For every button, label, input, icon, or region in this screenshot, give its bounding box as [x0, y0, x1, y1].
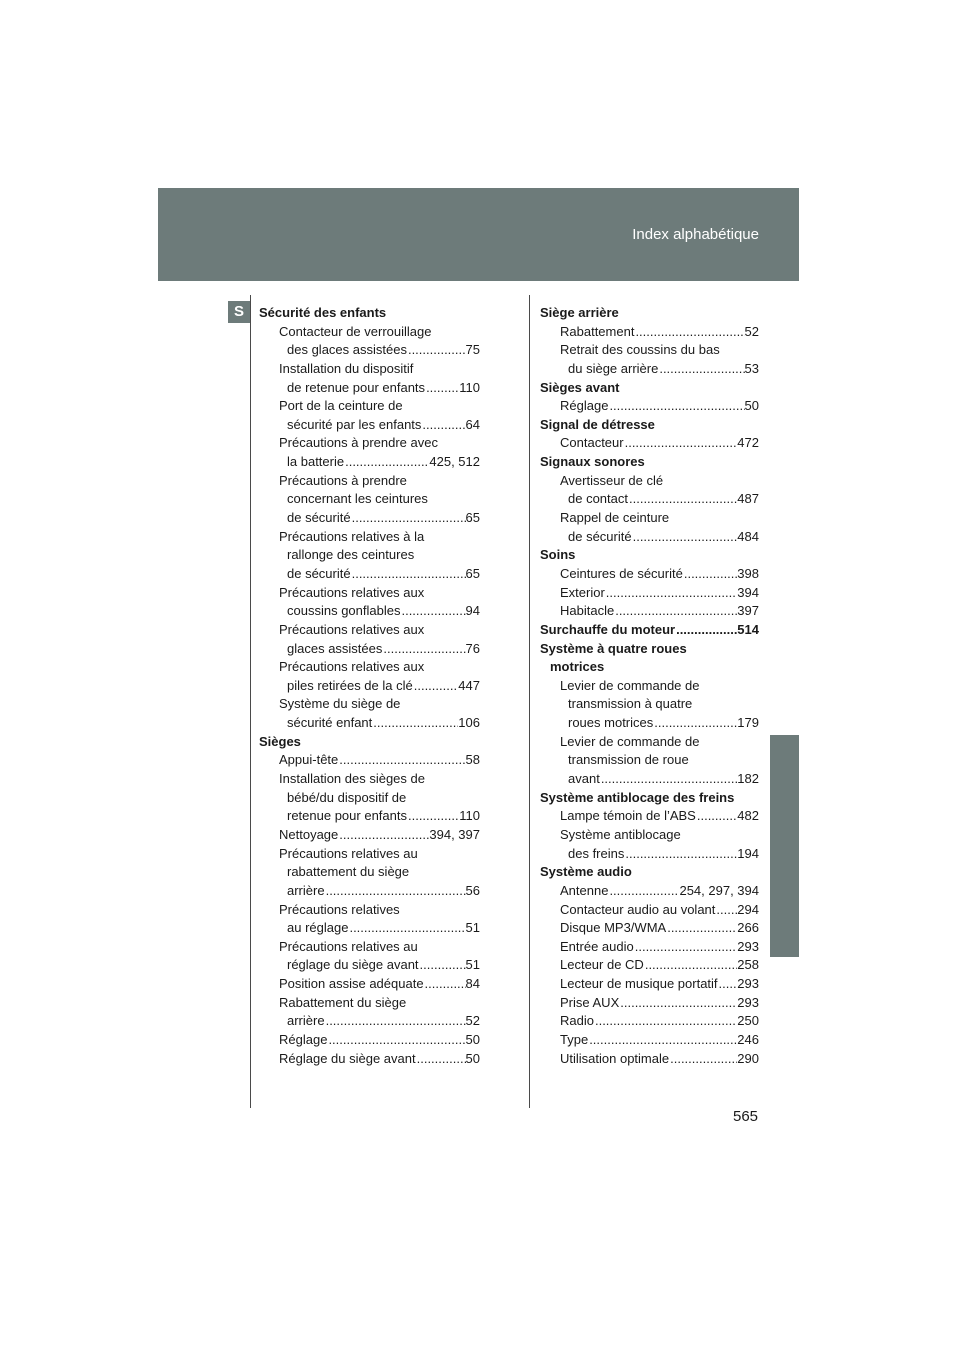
page-reference: 425, 512: [429, 454, 480, 470]
page-reference: 65: [465, 510, 480, 526]
entry-text: de sécurité: [568, 528, 632, 544]
index-entry: [259, 714, 480, 733]
index-entry: [540, 397, 759, 416]
index-entry: [540, 938, 759, 957]
page-reference: 246: [737, 1031, 759, 1047]
page-reference: 250: [737, 1013, 759, 1029]
page-reference: 182: [737, 771, 759, 787]
dot-leader: [605, 584, 738, 603]
page-reference: 290: [737, 1050, 759, 1066]
index-entry: [259, 975, 480, 994]
dot-leader: [634, 938, 738, 957]
index-column-1: [259, 304, 480, 1068]
page-reference: 51: [465, 957, 480, 973]
index-entry: [259, 640, 480, 659]
dot-leader: [608, 397, 744, 416]
page-reference: 76: [465, 640, 480, 656]
index-column-2: [540, 304, 759, 1068]
entry-text: Disque MP3/WMA: [560, 920, 667, 936]
entry-text: avant: [568, 771, 600, 787]
dot-leader: [594, 1012, 737, 1031]
index-entry: [540, 770, 759, 789]
page-reference: 52: [744, 323, 759, 339]
entry-text: la batterie: [287, 454, 345, 470]
index-entry: [259, 807, 480, 826]
entry-text: Habitacle: [560, 603, 615, 619]
index-subentry: Précautions relatives aux: [279, 584, 425, 600]
dot-leader: [419, 956, 466, 975]
entry-text: Ceintures de sécurité: [560, 565, 683, 581]
dot-leader: [413, 677, 459, 696]
index-heading: Soins: [540, 547, 576, 563]
page-reference: 106: [458, 715, 480, 731]
dot-leader: [588, 1031, 737, 1050]
page-reference: 487: [737, 491, 759, 507]
dot-leader: [424, 975, 466, 994]
dot-leader: [325, 882, 466, 901]
index-subentry: bébé/du dispositif de: [287, 789, 407, 805]
dot-leader: [619, 994, 737, 1013]
index-heading: Signal de détresse: [540, 416, 655, 432]
index-subentry: Précautions relatives: [279, 901, 400, 917]
dot-leader: [608, 882, 679, 901]
page-reference: 394: [737, 584, 759, 600]
entry-text: Antenne: [560, 882, 609, 898]
index-heading: Système à quatre roues: [540, 640, 687, 656]
page-reference: 52: [465, 1013, 480, 1029]
entry-text: de contact: [568, 491, 628, 507]
index-entry: [259, 416, 480, 435]
dot-leader: [669, 1050, 737, 1069]
dot-leader: [634, 323, 744, 342]
page-reference: 179: [737, 715, 759, 731]
entry-text: des freins: [568, 845, 625, 861]
index-entry: [259, 509, 480, 528]
index-entry: [540, 621, 759, 640]
index-subentry: Rappel de ceinture: [560, 510, 670, 526]
index-subentry: Précautions à prendre: [279, 472, 407, 488]
entry-text: réglage du siège avant: [287, 957, 419, 973]
entry-text: glaces assistées: [287, 640, 383, 656]
index-entry: [540, 901, 759, 920]
entry-text: arrière: [287, 882, 325, 898]
page-reference: 447: [458, 677, 480, 693]
entry-text: Appui-tête: [279, 752, 339, 768]
entry-text: Radio: [560, 1013, 594, 1029]
index-heading: motrices: [550, 659, 605, 675]
entry-text: Lampe témoin de l’ABS: [560, 808, 696, 824]
dot-leader: [407, 807, 459, 826]
page-reference: 258: [737, 957, 759, 973]
index-entry: [540, 602, 759, 621]
header-title: Index alphabétique: [632, 226, 759, 243]
entry-text: coussins gonflables: [287, 603, 401, 619]
page-reference: 50: [744, 398, 759, 414]
dot-leader: [351, 565, 466, 584]
dot-leader: [653, 714, 737, 733]
dot-leader: [338, 826, 429, 845]
entry-text: de retenue pour enfants: [287, 379, 426, 395]
index-entry: [259, 1050, 480, 1069]
index-entry: [540, 807, 759, 826]
index-entry: [540, 360, 759, 379]
index-entry: [540, 714, 759, 733]
entry-text: de sécurité: [287, 510, 351, 526]
index-entry: [540, 323, 759, 342]
dot-leader: [348, 919, 465, 938]
page-reference: 51: [465, 920, 480, 936]
index-heading: Sécurité des enfants: [259, 305, 387, 320]
index-entry: [259, 1031, 480, 1050]
index-subentry: Port de la ceinture de: [279, 398, 403, 414]
index-subentry: rallonge des ceintures: [287, 547, 415, 563]
dot-leader: [644, 956, 737, 975]
dot-leader: [338, 751, 465, 770]
dot-leader: [421, 416, 465, 435]
section-header: [158, 188, 799, 281]
entry-text: Lecteur de CD: [560, 957, 644, 973]
index-subentry: Précautions relatives au: [279, 938, 418, 954]
entry-text: Lecteur de musique portatif: [560, 976, 718, 992]
index-subentry: Installation des sièges de: [279, 771, 425, 787]
dot-leader: [632, 528, 738, 547]
dot-leader: [696, 807, 737, 826]
entry-text: Réglage: [560, 398, 609, 414]
page-reference: 110: [459, 808, 480, 824]
index-subentry: Précautions relatives au: [279, 845, 418, 861]
entry-text: de sécurité: [287, 565, 351, 581]
dot-leader: [400, 602, 465, 621]
index-entry: [540, 919, 759, 938]
page-reference: 394, 397: [429, 826, 480, 842]
index-entry: [259, 677, 480, 696]
entry-text: au réglage: [287, 920, 349, 936]
page-reference: 53: [744, 360, 759, 376]
entry-text: Prise AUX: [560, 994, 620, 1010]
dot-leader: [600, 770, 737, 789]
index-subentry: Précautions relatives aux: [279, 659, 425, 675]
page-reference: 56: [465, 882, 480, 898]
index-subentry: Levier de commande de: [560, 677, 700, 693]
index-entry: [540, 994, 759, 1013]
page-reference: 50: [465, 1050, 480, 1066]
entry-text: sécurité enfant: [287, 715, 373, 731]
page-reference: 293: [737, 938, 759, 954]
dot-leader: [628, 490, 737, 509]
page-reference: 50: [465, 1031, 480, 1047]
index-entry: [259, 751, 480, 770]
index-entry: [259, 956, 480, 975]
entry-text: retenue pour enfants: [287, 808, 407, 824]
page-reference: 482: [737, 808, 759, 824]
dot-leader: [624, 434, 738, 453]
entry-text: Utilisation optimale: [560, 1050, 670, 1066]
page-reference: 94: [465, 603, 480, 619]
dot-leader: [407, 341, 466, 360]
dot-leader: [325, 1012, 466, 1031]
index-subentry: Contacteur de verrouillage: [279, 323, 432, 339]
entry-text: Contacteur audio au volant: [560, 901, 716, 917]
page-reference: 64: [465, 416, 480, 432]
index-heading: Signaux sonores: [540, 454, 645, 470]
index-subentry: concernant les ceintures: [287, 491, 428, 507]
index-heading: Sièges avant: [540, 379, 620, 395]
index-entry: [259, 453, 480, 472]
index-entry: [540, 882, 759, 901]
index-subentry: Précautions relatives à la: [279, 528, 425, 544]
page-reference: 294: [737, 901, 759, 917]
dot-leader: [675, 621, 737, 640]
index-entry: [540, 565, 759, 584]
dot-leader: [715, 901, 737, 920]
index-subentry: Levier de commande de: [560, 733, 700, 749]
page-reference: 84: [465, 976, 480, 992]
page-reference: 110: [459, 379, 480, 395]
page-reference: 472: [737, 435, 759, 451]
index-entry: [540, 1031, 759, 1050]
index-subentry: Retrait des coussins du bas: [560, 342, 720, 358]
index-subentry: Précautions à prendre avec: [279, 435, 438, 451]
page-reference: 397: [737, 603, 759, 619]
dot-leader: [382, 640, 465, 659]
index-entry: [259, 565, 480, 584]
entry-text: du siège arrière: [568, 360, 659, 376]
index-subentry: transmission de roue: [568, 752, 689, 768]
entry-text: Réglage du siège avant: [279, 1050, 416, 1066]
index-entry: [540, 490, 759, 509]
index-entry: [259, 882, 480, 901]
entry-text: Type: [560, 1031, 589, 1047]
page-reference: 293: [737, 994, 759, 1010]
page-reference: 398: [737, 565, 759, 581]
column-divider-left: [250, 295, 251, 1108]
dot-leader: [351, 509, 466, 528]
index-entry: [259, 919, 480, 938]
dot-leader: [425, 379, 459, 398]
index-entry: [259, 341, 480, 360]
entry-text: Rabattement: [560, 323, 635, 339]
index-entry: [259, 602, 480, 621]
index-entry: [540, 975, 759, 994]
page-reference: 266: [737, 920, 759, 936]
index-entry: [540, 434, 759, 453]
dot-leader: [683, 565, 737, 584]
index-entry: [540, 584, 759, 603]
entry-text: Nettoyage: [279, 826, 339, 842]
page-reference: 514: [737, 621, 759, 637]
page-reference: 254, 297, 394: [679, 882, 759, 898]
page-number: 565: [733, 1108, 759, 1125]
index-subentry: Rabattement du siège: [279, 994, 407, 1010]
dot-leader: [666, 919, 737, 938]
entry-text: Position assise adéquate: [279, 976, 424, 992]
page-reference: 58: [465, 752, 480, 768]
entry-text: Entrée audio: [560, 938, 634, 954]
dot-leader: [416, 1050, 466, 1069]
index-entry: [540, 1012, 759, 1031]
dot-leader: [614, 602, 737, 621]
index-entry: [540, 1050, 759, 1069]
index-heading: Sièges: [259, 733, 301, 749]
dot-leader: [624, 845, 737, 864]
letter-tab: S: [228, 301, 250, 323]
index-entry: [259, 1012, 480, 1031]
index-heading: Système audio: [540, 864, 632, 880]
dot-leader: [658, 360, 744, 379]
entry-text: piles retirées de la clé: [287, 677, 413, 693]
index-subentry: Précautions relatives aux: [279, 621, 425, 637]
entry-text: Contacteur: [560, 435, 624, 451]
dot-leader: [372, 714, 458, 733]
entry-text: Exterior: [560, 584, 605, 600]
index-entry: [540, 528, 759, 547]
index-subentry: Avertisseur de clé: [560, 472, 664, 488]
dot-leader: [327, 1031, 465, 1050]
index-subentry: Système antiblocage: [560, 826, 681, 842]
dot-leader: [718, 975, 738, 994]
page-reference: 75: [465, 342, 480, 358]
entry-text: Réglage: [279, 1031, 328, 1047]
page-reference: 484: [737, 528, 759, 544]
index-heading: Siège arrière: [540, 305, 619, 320]
entry-text: des glaces assistées: [287, 342, 407, 358]
index-entry: [259, 826, 480, 845]
dot-leader: [344, 453, 429, 472]
column-divider-middle: [529, 295, 530, 1108]
index-subentry: transmission à quatre: [568, 696, 693, 712]
page-reference: 293: [737, 976, 759, 992]
entry-text: roues motrices: [568, 715, 654, 731]
index-entry: [540, 845, 759, 864]
index-subentry: Installation du dispositif: [279, 360, 414, 376]
index-entry: [540, 956, 759, 975]
index-subentry: rabattement du siège: [287, 864, 410, 880]
entry-text: Surchauffe du moteur: [540, 621, 676, 637]
side-thumb-tab: [770, 735, 799, 957]
index-subentry: Système du siège de: [279, 696, 401, 712]
entry-text: arrière: [287, 1013, 325, 1029]
index-entry: [259, 379, 480, 398]
page-reference: 194: [737, 845, 759, 861]
page-reference: 65: [465, 565, 480, 581]
index-heading: Système antiblocage des freins: [540, 789, 735, 805]
entry-text: sécurité par les enfants: [287, 416, 422, 432]
